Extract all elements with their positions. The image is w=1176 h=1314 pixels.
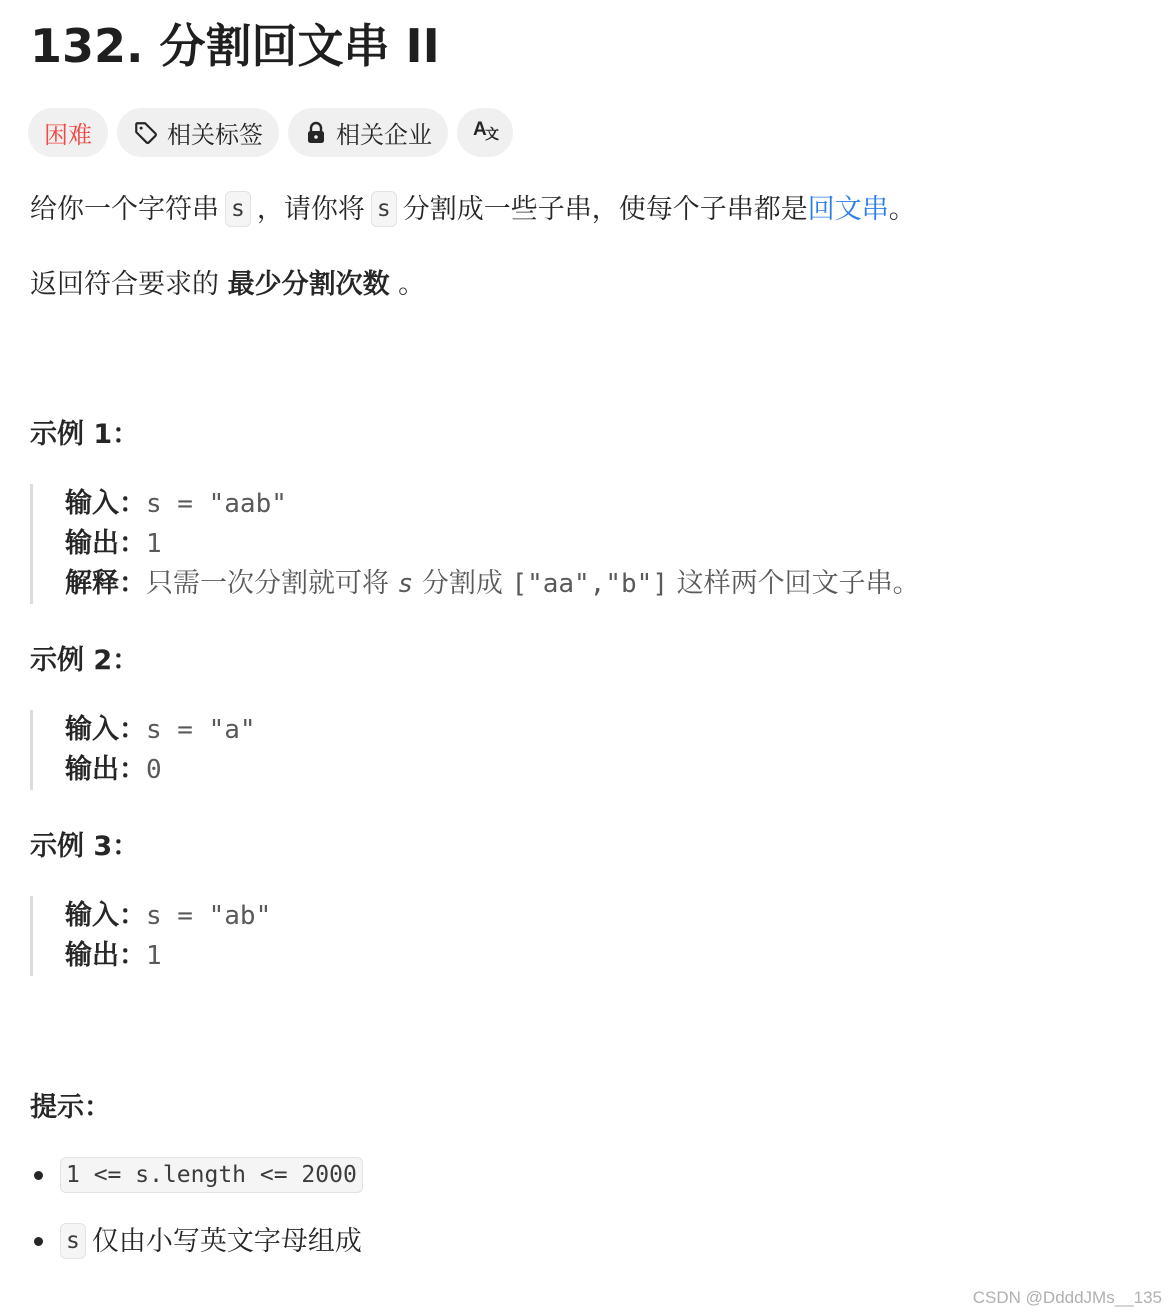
input-value: s = "a" bbox=[146, 715, 256, 745]
example-3-block bbox=[30, 896, 271, 976]
explanation-text: 分割成 bbox=[421, 568, 503, 599]
inline-code-s: s bbox=[225, 191, 251, 227]
related-tags-label: 相关标签 bbox=[167, 121, 263, 149]
tag-icon bbox=[133, 120, 159, 146]
constraint-item bbox=[30, 1222, 369, 1262]
example-1-heading: 示例 1： bbox=[30, 419, 140, 450]
watermark: CSDN @DdddJMs__135 bbox=[972, 1288, 1162, 1307]
example-explanation bbox=[65, 564, 920, 604]
problem-description bbox=[30, 190, 916, 230]
input-value: s = "aab" bbox=[146, 489, 287, 519]
example-input bbox=[65, 710, 256, 750]
description-text: 分割成一些子串，使每个子串都是 bbox=[402, 194, 808, 225]
related-companies-button[interactable] bbox=[288, 108, 448, 157]
problem-title: 132. 分割回文串 II bbox=[30, 19, 440, 73]
bullet-icon bbox=[34, 1171, 43, 1180]
example-output bbox=[65, 936, 271, 976]
example-3-heading: 示例 3： bbox=[30, 831, 140, 862]
bullet-icon bbox=[34, 1237, 43, 1246]
constraints-list bbox=[30, 1156, 369, 1262]
output-label: 输出： bbox=[65, 528, 146, 559]
tag-row bbox=[28, 108, 513, 157]
example-output bbox=[65, 524, 920, 564]
constraints-heading: 提示： bbox=[30, 1092, 111, 1123]
explanation-text: 只需一次分割就可将 bbox=[146, 568, 389, 599]
svg-text:文: 文 bbox=[485, 125, 499, 142]
input-label: 输入： bbox=[65, 714, 146, 745]
input-value: s = "ab" bbox=[146, 901, 272, 931]
example-output bbox=[65, 750, 256, 790]
description-text: ，请你将 bbox=[256, 194, 365, 225]
constraint-item bbox=[30, 1156, 369, 1196]
svg-text:A: A bbox=[473, 118, 487, 140]
constraint-code: s bbox=[60, 1223, 86, 1259]
example-2-block bbox=[30, 710, 256, 790]
return-text: 。 bbox=[389, 269, 426, 300]
constraint-text: 仅由小写英文字母组成 bbox=[91, 1226, 362, 1257]
explanation-code: ["aa","b"] bbox=[511, 569, 668, 599]
translate-icon bbox=[471, 116, 499, 150]
return-statement bbox=[30, 265, 425, 305]
palindrome-link[interactable]: 回文串 bbox=[807, 194, 889, 225]
related-companies-label: 相关企业 bbox=[336, 121, 432, 149]
constraint-code: 1 <= s.length <= 2000 bbox=[60, 1157, 363, 1193]
explanation-label: 解释： bbox=[65, 568, 146, 599]
explanation-var: s bbox=[397, 569, 414, 599]
description-text: 。 bbox=[888, 194, 916, 225]
example-2-heading: 示例 2： bbox=[30, 645, 140, 676]
output-label: 输出： bbox=[65, 754, 146, 785]
output-value: 1 bbox=[146, 941, 162, 971]
lock-icon bbox=[304, 121, 328, 145]
example-input bbox=[65, 484, 920, 524]
difficulty-label: 困难 bbox=[44, 121, 92, 149]
related-tags-button[interactable] bbox=[117, 108, 279, 157]
output-label: 输出： bbox=[65, 940, 146, 971]
difficulty-badge bbox=[28, 108, 108, 157]
output-value: 1 bbox=[146, 529, 162, 559]
inline-code-s: s bbox=[371, 191, 397, 227]
return-text: 返回符合要求的 bbox=[30, 269, 228, 300]
output-value: 0 bbox=[146, 755, 162, 785]
example-1-block bbox=[30, 484, 920, 604]
return-bold: 最少分割次数 bbox=[227, 269, 390, 300]
description-text: 给你一个字符串 bbox=[30, 194, 219, 225]
input-label: 输入： bbox=[65, 900, 146, 931]
translate-button[interactable] bbox=[457, 108, 513, 157]
input-label: 输入： bbox=[65, 488, 146, 519]
example-input bbox=[65, 896, 271, 936]
explanation-text: 这样两个回文子串。 bbox=[676, 568, 920, 599]
